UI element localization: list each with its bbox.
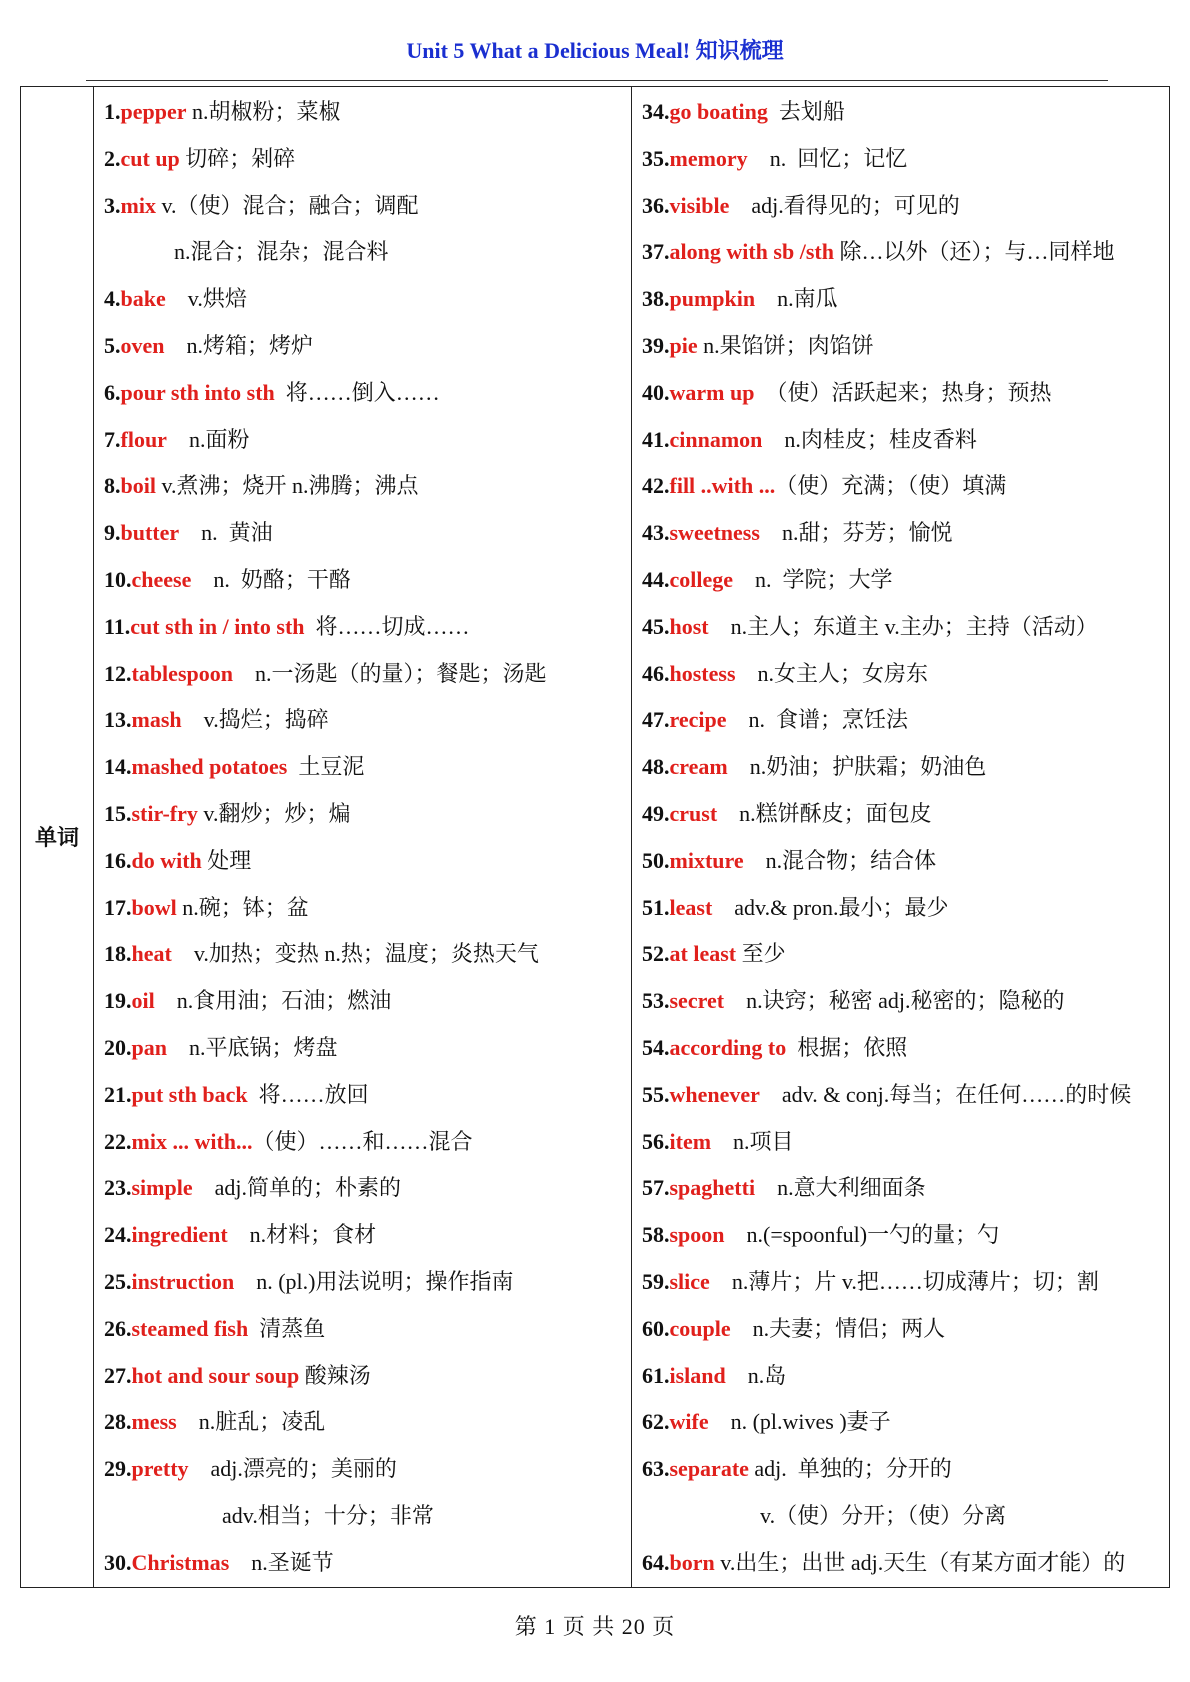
vocab-entry: [94, 1306, 631, 1353]
entry-definition: n. 学院；大学: [733, 566, 893, 592]
entry-number: 23.: [104, 1175, 132, 1201]
entry-term: butter: [120, 520, 180, 546]
vocab-entry: [94, 1259, 631, 1306]
vocab-entry: [632, 557, 1169, 604]
entry-term: hostess: [669, 660, 736, 686]
entry-definition: n.碗；钵；盆: [176, 894, 309, 920]
entry-number: 16.: [104, 847, 132, 873]
entry-term: mix: [120, 192, 156, 218]
entry-definition: n.烤箱；烤炉: [164, 332, 314, 358]
entry-number: 10.: [104, 566, 132, 592]
vocab-entry: [632, 1306, 1169, 1353]
entry-term: bowl: [131, 894, 177, 920]
entry-number: 39.: [642, 332, 670, 358]
vocab-entry: [94, 838, 631, 885]
entry-term: spoon: [669, 1222, 725, 1248]
vocab-entry: [632, 1072, 1169, 1119]
entry-definition: 酸辣汤: [299, 1362, 371, 1388]
entry-number: 20.: [104, 1034, 132, 1060]
entry-number: 8.: [104, 473, 121, 499]
vocabulary-table: [20, 86, 1170, 1588]
entry-term: oil: [131, 988, 155, 1014]
vocab-entry: [94, 229, 631, 276]
entry-term: born: [669, 1549, 715, 1575]
vocab-entry: [632, 136, 1169, 183]
entry-number: 28.: [104, 1409, 132, 1435]
entry-term: boil: [120, 473, 156, 499]
entry-term: item: [669, 1128, 712, 1154]
entry-term: crust: [669, 800, 718, 826]
entry-number: 11.: [104, 613, 131, 639]
entry-definition: 除…以外（还）；与…同样地: [833, 239, 1115, 265]
entry-definition: 切碎；剁碎: [179, 145, 296, 171]
entry-definition: 将……倒入……: [274, 379, 440, 405]
entry-number: 5.: [104, 332, 121, 358]
entry-definition: v.翻炒；炒；煸: [197, 800, 351, 826]
vocab-entry: [632, 1446, 1169, 1493]
vocab-entry: [632, 791, 1169, 838]
section-label: 单词: [21, 87, 94, 1588]
entry-number: 48.: [642, 754, 670, 780]
entry-definition: n.岛: [725, 1362, 787, 1388]
entry-number: 64.: [642, 1549, 670, 1575]
entry-term: pepper: [120, 99, 187, 124]
entry-term: memory: [669, 145, 748, 171]
entry-number: 29.: [104, 1456, 132, 1482]
entry-term: separate: [669, 1456, 749, 1482]
entry-number: 25.: [104, 1268, 132, 1294]
entry-term: secret: [669, 988, 725, 1014]
entry-term: whenever: [669, 1081, 760, 1107]
vocab-entry: [632, 89, 1169, 136]
vocab-entry: [94, 1446, 631, 1493]
entry-number: 45.: [642, 613, 670, 639]
entry-number: 6.: [104, 379, 121, 405]
vocab-entry: [632, 978, 1169, 1025]
entry-number: 62.: [642, 1409, 670, 1435]
entry-definition: adj.漂亮的；美丽的: [188, 1456, 397, 1482]
entry-definition: n. 奶酪；干酪: [191, 566, 351, 592]
entry-definition: n. 食谱；烹饪法: [726, 707, 909, 733]
entry-definition: n.南瓜: [755, 286, 838, 312]
entry-definition: n.夫妻；情侣；两人: [730, 1315, 946, 1341]
entry-definition: adv.& pron.最小；最少: [712, 894, 949, 920]
vocab-entry: [94, 604, 631, 651]
entry-definition: n.肉桂皮；桂皮香料: [762, 426, 977, 452]
entry-term: instruction: [131, 1268, 235, 1294]
entry-definition: n.女主人；女房东: [735, 660, 929, 686]
vocab-entry: [94, 744, 631, 791]
entry-term: spaghetti: [669, 1175, 756, 1201]
vocab-entry: [94, 931, 631, 978]
entry-number: 21.: [104, 1081, 132, 1107]
vocab-entry: [632, 1025, 1169, 1072]
vocab-entry: [632, 604, 1169, 651]
entry-definition: v.（使）分开；（使）分离: [760, 1502, 1007, 1528]
vocab-entry: [632, 838, 1169, 885]
entry-term: recipe: [669, 707, 727, 733]
entry-definition: 至少: [736, 941, 786, 967]
vocab-entry: [632, 510, 1169, 557]
vocab-entry: [94, 463, 631, 510]
entry-term: couple: [669, 1315, 731, 1341]
vocab-entry: [632, 885, 1169, 932]
entry-number: 2.: [104, 145, 121, 171]
entry-definition: n.意大利细面条: [755, 1175, 926, 1201]
vocab-entry: [632, 1212, 1169, 1259]
entry-term: according to: [669, 1034, 787, 1060]
vocab-entry: [94, 370, 631, 417]
entry-definition: n.一汤匙（的量）；餐匙；汤匙: [232, 660, 547, 686]
entry-number: 36.: [642, 192, 670, 218]
vocab-entry: [94, 276, 631, 323]
entry-number: 13.: [104, 707, 132, 733]
vocab-entry: [94, 510, 631, 557]
entry-number: 18.: [104, 941, 132, 967]
entry-number: 47.: [642, 707, 670, 733]
entry-term: Christmas: [131, 1549, 230, 1575]
entry-term: visible: [669, 192, 730, 218]
page-title: Unit 5 What a Delicious Meal! 知识梳理: [406, 38, 784, 63]
entry-term: bake: [120, 286, 166, 312]
entry-definition: n. 黄油: [179, 520, 273, 546]
vocab-entry: [94, 791, 631, 838]
entry-number: 38.: [642, 286, 670, 312]
vocab-entry: [632, 1353, 1169, 1400]
vocab-entry: [632, 463, 1169, 510]
vocab-entry: [94, 1119, 631, 1166]
entry-number: 17.: [104, 894, 132, 920]
page-footer: 第 1 页 共 20 页: [514, 1614, 676, 1639]
entry-term: flour: [120, 426, 167, 452]
entry-term: pan: [131, 1034, 167, 1060]
entry-number: 51.: [642, 894, 670, 920]
entry-definition: n.混合物；结合体: [743, 847, 937, 873]
entry-definition: （使）……和……混合: [252, 1128, 473, 1154]
entry-term: pretty: [131, 1456, 189, 1482]
entry-definition: n.项目: [711, 1128, 794, 1154]
vocab-entry: [94, 885, 631, 932]
entry-definition: 土豆泥: [287, 754, 365, 780]
entry-number: 53.: [642, 988, 670, 1014]
entry-number: 35.: [642, 145, 670, 171]
vocab-entry: [632, 697, 1169, 744]
vocab-entry: [94, 323, 631, 370]
vocab-entry: [632, 323, 1169, 370]
vocab-entry: [632, 1399, 1169, 1446]
entry-definition: n.混合；混杂；混合料: [174, 239, 389, 265]
entry-definition: n.脏乱；凌乱: [176, 1409, 326, 1435]
entry-number: 61.: [642, 1362, 670, 1388]
entry-definition: n. (pl.)用法说明；操作指南: [234, 1268, 514, 1294]
entry-definition: n.主人；东道主 v.主办；主持（活动）: [708, 613, 1098, 639]
entry-number: 30.: [104, 1549, 132, 1575]
entry-number: 55.: [642, 1081, 670, 1107]
vocab-entry: [94, 136, 631, 183]
entry-term: pour sth into sth: [120, 379, 275, 405]
entry-term: mess: [131, 1409, 177, 1435]
vocab-entry: [632, 1540, 1169, 1587]
vocab-entry: [632, 1119, 1169, 1166]
entry-term: steamed fish: [131, 1315, 249, 1341]
entry-definition: 处理: [201, 847, 252, 873]
entry-number: 44.: [642, 566, 670, 592]
entry-term: ingredient: [131, 1222, 228, 1248]
entry-term: go boating: [669, 99, 768, 124]
entry-definition: n.(=spoonful)一勺的量；勺: [724, 1222, 1000, 1248]
vocab-entry: [632, 370, 1169, 417]
entry-definition: （使）充满；（使）填满: [775, 473, 1007, 499]
entry-definition: v.烘焙: [165, 286, 247, 312]
entry-term: put sth back: [131, 1081, 248, 1107]
entry-definition: n. 回忆；记忆: [747, 145, 908, 171]
entry-number: 40.: [642, 379, 670, 405]
entry-number: 15.: [104, 800, 132, 826]
vocab-entry: [632, 931, 1169, 978]
entry-definition: adj.简单的；朴素的: [192, 1175, 402, 1201]
entry-definition: （使）活跃起来；热身；预热: [754, 379, 1052, 405]
entry-definition: n.平底锅；烤盘: [166, 1034, 338, 1060]
entry-number: 57.: [642, 1175, 670, 1201]
entry-number: 54.: [642, 1034, 670, 1060]
entry-definition: 根据；依照: [786, 1034, 908, 1060]
entry-number: 4.: [104, 286, 121, 312]
entry-definition: n.食用油；石油；燃油: [154, 988, 392, 1014]
entry-term: host: [669, 613, 709, 639]
entry-definition: adv. & conj.每当；在任何……的时候: [759, 1081, 1132, 1107]
entry-number: 50.: [642, 847, 670, 873]
entry-definition: n. (pl.wives )妻子: [708, 1409, 891, 1435]
entry-definition: adj.看得见的；可见的: [729, 192, 960, 218]
entry-term: mash: [131, 707, 182, 733]
entry-number: 43.: [642, 520, 670, 546]
vocab-column-left: [94, 87, 632, 1588]
vocab-entry: [94, 1212, 631, 1259]
entry-term: stir-fry: [131, 800, 198, 826]
entry-definition: n.诀窍；秘密 adj.秘密的；隐秘的: [724, 988, 1065, 1014]
entry-definition: n.糕饼酥皮；面包皮: [717, 800, 932, 826]
entry-term: cut sth in / into sth: [130, 613, 305, 639]
entry-definition: 将……放回: [247, 1081, 369, 1107]
vocab-entry: [94, 1399, 631, 1446]
entry-definition: n.面粉: [166, 426, 250, 452]
entry-number: 7.: [104, 426, 121, 452]
entry-definition: n.果馅饼；肉馅饼: [697, 332, 874, 358]
entry-number: 59.: [642, 1268, 670, 1294]
vocab-entry: [94, 417, 631, 464]
entry-definition: v.出生；出世 adj.天生（有某方面才能）的: [714, 1549, 1126, 1575]
vocab-entry: [94, 1540, 631, 1587]
entry-term: mixture: [669, 847, 744, 873]
entry-number: 9.: [104, 520, 121, 546]
entry-number: 34.: [642, 99, 670, 124]
entry-number: 19.: [104, 988, 132, 1014]
entry-term: tablespoon: [131, 660, 233, 686]
vocab-entry: [632, 229, 1169, 276]
vocab-entry: [94, 651, 631, 698]
entry-number: 63.: [642, 1456, 670, 1482]
vocab-entry: [94, 978, 631, 1025]
entry-term: hot and sour soup: [131, 1362, 300, 1388]
entry-number: 41.: [642, 426, 670, 452]
entry-definition: v.加热；变热 n.热；温度；炎热天气: [171, 941, 539, 967]
vocab-entry: [94, 183, 631, 230]
entry-number: 60.: [642, 1315, 670, 1341]
entry-number: 46.: [642, 660, 670, 686]
entry-term: warm up: [669, 379, 755, 405]
entry-definition: v.捣烂；捣碎: [181, 707, 329, 733]
entry-term: cream: [669, 754, 728, 780]
entry-definition: v.煮沸；烧开 n.沸腾；沸点: [155, 473, 419, 499]
entry-term: pie: [669, 332, 698, 358]
entry-term: fill ..with ...: [669, 473, 776, 499]
vocab-entry: [94, 1165, 631, 1212]
vocab-entry: [632, 744, 1169, 791]
entry-term: do with: [131, 847, 202, 873]
header-divider: [86, 80, 1108, 81]
vocab-entry: [94, 1353, 631, 1400]
vocab-entry: [632, 1259, 1169, 1306]
entry-term: least: [669, 894, 713, 920]
entry-number: 14.: [104, 754, 132, 780]
entry-number: 56.: [642, 1128, 670, 1154]
entry-term: cut up: [120, 145, 180, 171]
entry-number: 12.: [104, 660, 132, 686]
entry-number: 26.: [104, 1315, 132, 1341]
entry-term: oven: [120, 332, 165, 358]
entry-number: 3.: [104, 192, 121, 218]
entry-number: 52.: [642, 941, 670, 967]
vocab-entry: [632, 276, 1169, 323]
entry-definition: n.材料；食材: [227, 1222, 377, 1248]
vocab-entry: [94, 1072, 631, 1119]
entry-number: 27.: [104, 1362, 132, 1388]
vocab-entry: [94, 1493, 631, 1540]
entry-term: at least: [669, 941, 737, 967]
entry-definition: 将……切成……: [304, 613, 470, 639]
entry-term: wife: [669, 1409, 709, 1435]
entry-term: island: [669, 1362, 726, 1388]
entry-number: 22.: [104, 1128, 132, 1154]
entry-definition: adv.相当；十分；非常: [222, 1502, 434, 1528]
vocab-entry: [94, 1025, 631, 1072]
vocab-entry: [632, 1165, 1169, 1212]
entry-definition: 去划船: [767, 99, 845, 124]
entry-definition: 清蒸鱼: [248, 1315, 326, 1341]
entry-number: 1.: [104, 99, 121, 124]
entry-term: college: [669, 566, 734, 592]
entry-definition: n.甜；芬芳；愉悦: [759, 520, 953, 546]
entry-definition: adj. 单独的；分开的: [748, 1456, 952, 1482]
entry-term: mashed potatoes: [131, 754, 288, 780]
entry-term: cheese: [131, 566, 192, 592]
entry-number: 37.: [642, 239, 670, 265]
entry-number: 42.: [642, 473, 670, 499]
entry-number: 24.: [104, 1222, 132, 1248]
entry-term: slice: [669, 1268, 710, 1294]
entry-term: cinnamon: [669, 426, 763, 452]
entry-definition: n.奶油；护肤霜；奶油色: [727, 754, 987, 780]
entry-number: 58.: [642, 1222, 670, 1248]
vocab-entry: [632, 1493, 1169, 1540]
entry-definition: n.圣诞节: [229, 1549, 334, 1575]
vocab-entry: [94, 557, 631, 604]
vocab-entry: [632, 417, 1169, 464]
entry-number: 49.: [642, 800, 670, 826]
entry-term: along with sb /sth: [669, 239, 834, 265]
entry-term: sweetness: [669, 520, 760, 546]
vocab-entry: [632, 183, 1169, 230]
vocab-column-right: [632, 87, 1170, 1588]
entry-term: pumpkin: [669, 286, 756, 312]
vocab-entry: [632, 651, 1169, 698]
vocab-entry: [94, 697, 631, 744]
entry-definition: v.（使）混合；融合；调配: [155, 192, 419, 218]
vocab-entry: [94, 89, 631, 136]
entry-term: heat: [131, 941, 172, 967]
entry-definition: n.薄片；片 v.把……切成薄片；切；割: [709, 1268, 1099, 1294]
entry-term: simple: [131, 1175, 193, 1201]
entry-definition: n.胡椒粉；菜椒: [186, 99, 341, 124]
entry-term: mix ... with...: [131, 1128, 253, 1154]
